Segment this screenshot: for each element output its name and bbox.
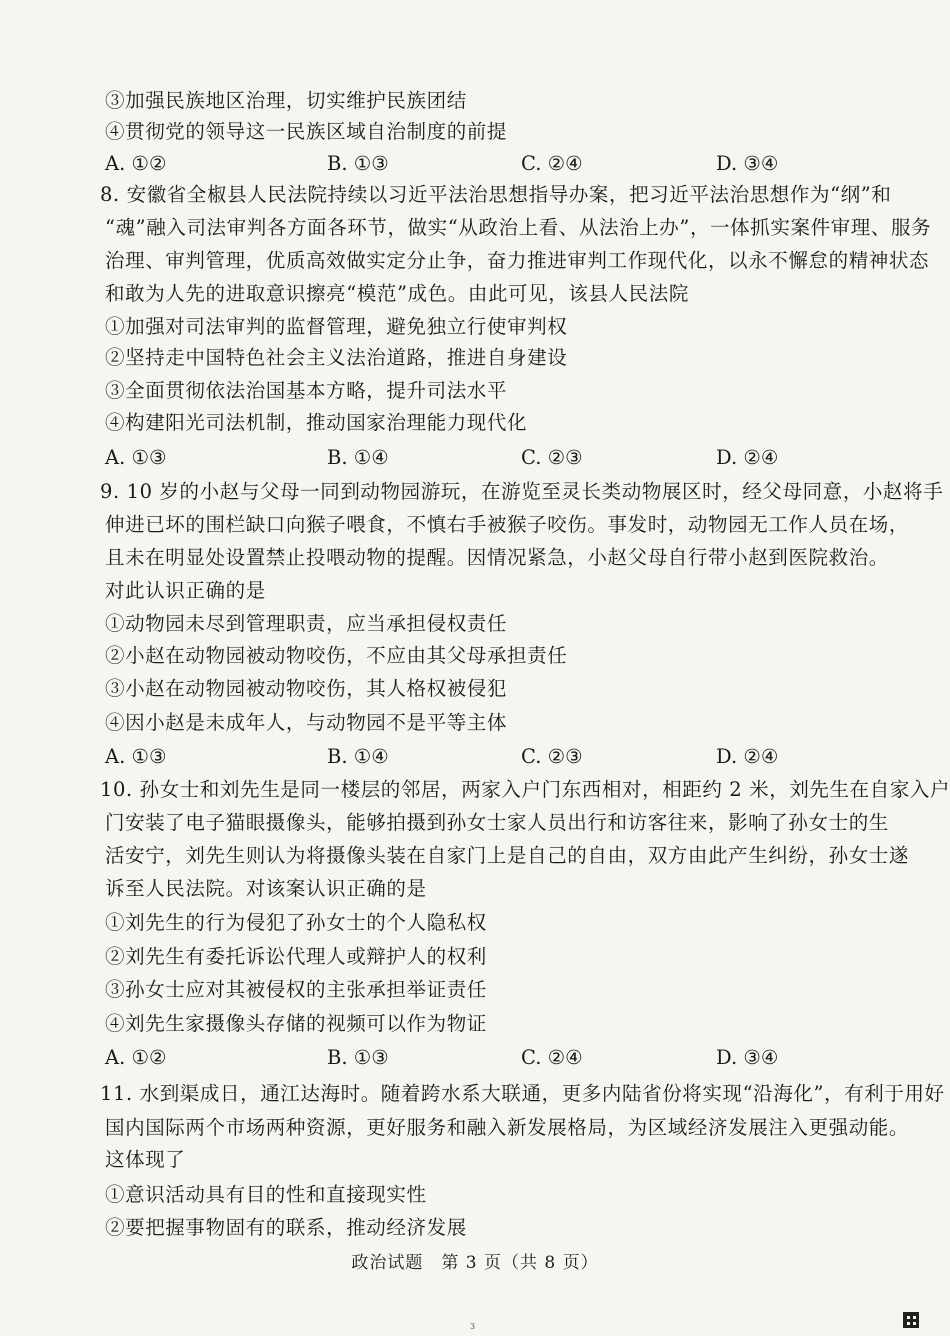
q10-option-a: A. ①② <box>105 1046 167 1069</box>
q8-stem-line-3: 治理、审判管理，优质高效做实定分止争，奋力推进审判工作现代化，以永不懈怠的精神状态 <box>105 249 930 272</box>
q10-item-1: ①刘先生的行为侵犯了孙女士的个人隐私权 <box>105 911 487 934</box>
qr-code-icon <box>903 1312 919 1328</box>
q8-option-a: A. ①③ <box>105 446 167 469</box>
page-mark: 3 <box>470 1322 476 1331</box>
q9-item-2: ②小赵在动物园被动物咬伤，不应由其父母承担责任 <box>105 644 568 667</box>
q10-option-d: D. ③④ <box>716 1046 779 1069</box>
q10-stem-line-1: 10. 孙女士和刘先生是同一楼层的邻居，两家入户门东西相对，相距约 2 米，刘先生在自家入户 <box>100 778 950 801</box>
q10-stem-line-2: 门安装了电子猫眼摄像头，能够拍摄到孙女士家人员出行和访客往来，影响了孙女士的生 <box>105 811 889 834</box>
q8-item-1: ①加强对司法审判的监督管理，避免独立行使审判权 <box>105 315 568 338</box>
q9-option-c: C. ②③ <box>521 745 583 768</box>
q9-option-b: B. ①④ <box>327 745 389 768</box>
q7-option-c: C. ②④ <box>521 152 583 175</box>
q7-option-d: D. ③④ <box>716 152 779 175</box>
q8-item-4: ④构建阳光司法机制，推动国家治理能力现代化 <box>105 411 528 434</box>
q7-option-a: A. ①② <box>105 152 167 175</box>
q7-option-b: B. ①③ <box>327 152 389 175</box>
q9-item-4: ④因小赵是未成年人，与动物园不是平等主体 <box>105 711 508 734</box>
q9-stem-line-3: 且未在明显处设置禁止投喂动物的提醒。因情况紧急，小赵父母自行带小赵到医院救治。 <box>105 546 889 569</box>
q10-option-b: B. ①③ <box>327 1046 389 1069</box>
q8-option-b: B. ①④ <box>327 446 389 469</box>
page-footer: 政治试题 第 3 页（共 8 页） <box>351 1253 599 1273</box>
q11-item-1: ①意识活动具有目的性和直接现实性 <box>105 1183 427 1206</box>
q9-item-1: ①动物园未尽到管理职责，应当承担侵权责任 <box>105 612 508 635</box>
q9-option-d: D. ②④ <box>716 745 779 768</box>
q9-stem-line-2: 伸进已坏的围栏缺口向猴子喂食，不慎右手被猴子咬伤。事发时，动物园无工作人员在场， <box>105 513 910 536</box>
q7-item-3: ③加强民族地区治理，切实维护民族团结 <box>105 89 467 112</box>
q10-stem-line-4: 诉至人民法院。对该案认识正确的是 <box>105 877 427 900</box>
q10-item-4: ④刘先生家摄像头存储的视频可以作为物证 <box>105 1012 487 1035</box>
q7-item-4: ④贯彻党的领导这一民族区域自治制度的前提 <box>105 120 508 143</box>
q8-item-2: ②坚持走中国特色社会主义法治道路，推进自身建设 <box>105 346 568 369</box>
q8-option-c: C. ②③ <box>521 446 583 469</box>
q11-stem-line-3: 这体现了 <box>105 1148 186 1171</box>
q10-item-2: ②刘先生有委托诉讼代理人或辩护人的权利 <box>105 945 487 968</box>
q9-stem-line-4: 对此认识正确的是 <box>105 579 266 602</box>
q11-stem-line-1: 11. 水到渠成日，通江达海时。随着跨水系大联通，更多内陆省份将实现“沿海化”，有利于用好 <box>100 1082 945 1105</box>
q9-option-a: A. ①③ <box>105 745 167 768</box>
q8-stem-line-1: 8. 安徽省全椒县人民法院持续以习近平法治思想指导办案，把习近平法治思想作为“纲”和 <box>100 183 892 206</box>
q10-stem-line-3: 活安宁，刘先生则认为将摄像头装在自家门上是自己的自由，双方由此产生纠纷，孙女士遂 <box>105 844 910 867</box>
q10-item-3: ③孙女士应对其被侵权的主张承担举证责任 <box>105 978 487 1001</box>
q8-stem-line-4: 和敢为人先的进取意识擦亮“模范”成色。由此可见，该县人民法院 <box>105 282 689 305</box>
q8-stem-line-2: “魂”融入司法审判各方面各环节，做实“从政治上看、从法治上办”，一体抓实案件审理、服务 <box>105 216 932 239</box>
q11-stem-line-2: 国内国际两个市场两种资源，更好服务和融入新发展格局，为区域经济发展注入更强动能。 <box>105 1116 910 1139</box>
q9-item-3: ③小赵在动物园被动物咬伤，其人格权被侵犯 <box>105 677 508 700</box>
q10-option-c: C. ②④ <box>521 1046 583 1069</box>
q11-item-2: ②要把握事物固有的联系，推动经济发展 <box>105 1216 467 1239</box>
q8-option-d: D. ②④ <box>716 446 779 469</box>
q8-item-3: ③全面贯彻依法治国基本方略，提升司法水平 <box>105 379 508 402</box>
q9-stem-line-1: 9. 10 岁的小赵与父母一同到动物园游玩，在游览至灵长类动物展区时，经父母同意，小赵将手 <box>100 480 944 503</box>
